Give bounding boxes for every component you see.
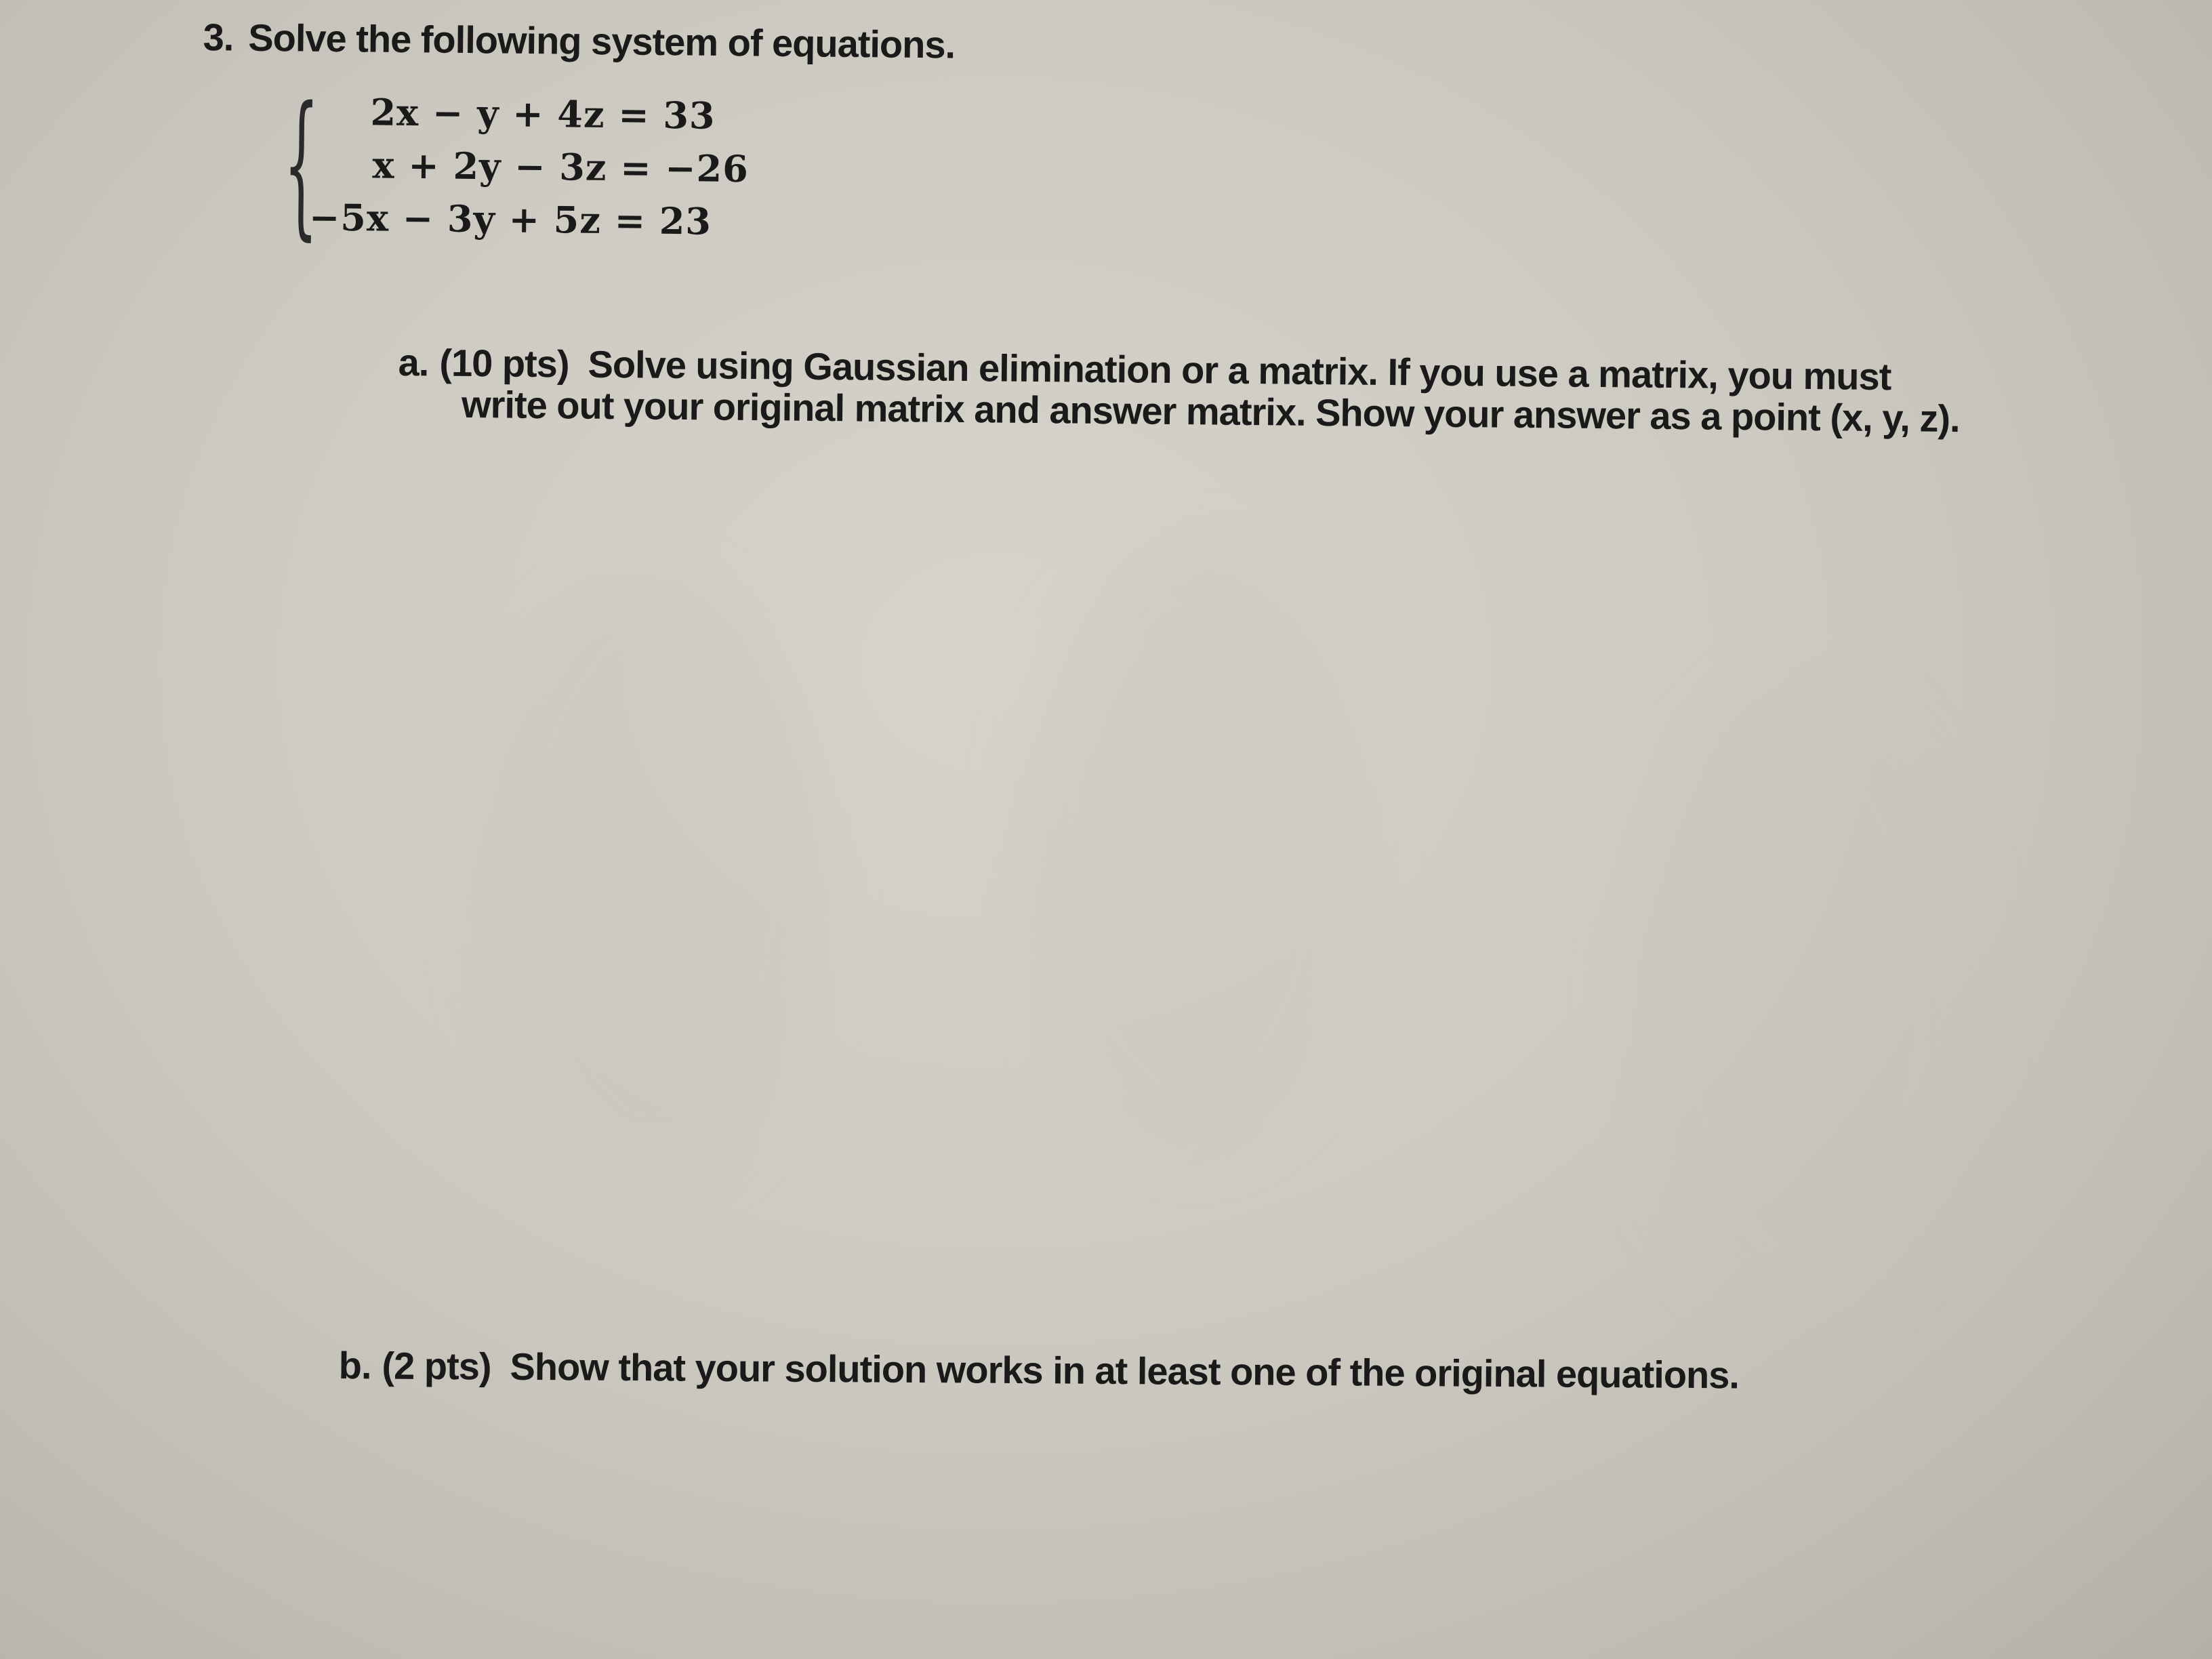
part-a-label: a.	[398, 340, 429, 384]
equation-2: x + 2y − 3z = −26	[372, 143, 750, 191]
paper-shading	[1017, 542, 1369, 1152]
problem-number: 3.	[203, 15, 234, 59]
part-b-points: (2 pts)	[382, 1344, 491, 1388]
part-b	[339, 1343, 1740, 1397]
part-a-points: (10 pts)	[439, 341, 569, 386]
part-a	[398, 340, 1961, 441]
equation-system	[283, 74, 786, 255]
problem-title: Solve the following system of equations.	[248, 16, 956, 66]
equation-3: −5x − 3y + 5z = 23	[308, 195, 712, 243]
part-b-instructions: Show that your solution works in at least one of the original equations.	[510, 1345, 1740, 1397]
part-a-instructions-line1: Solve using Gaussian elimination or a matrix. If you use a matrix, you must	[588, 342, 1891, 398]
problem-heading	[203, 15, 955, 67]
left-brace-icon: {	[283, 74, 320, 255]
part-b-label: b.	[338, 1344, 371, 1387]
paper-shading	[474, 576, 827, 1186]
paper-shading	[1626, 678, 1979, 1322]
part-a-instructions-line2: write out your original matrix and answer matrix. Show your answer as a point (x, y, z).	[461, 382, 1960, 441]
equation-1: 2x − y + 4z = 33	[370, 90, 716, 138]
